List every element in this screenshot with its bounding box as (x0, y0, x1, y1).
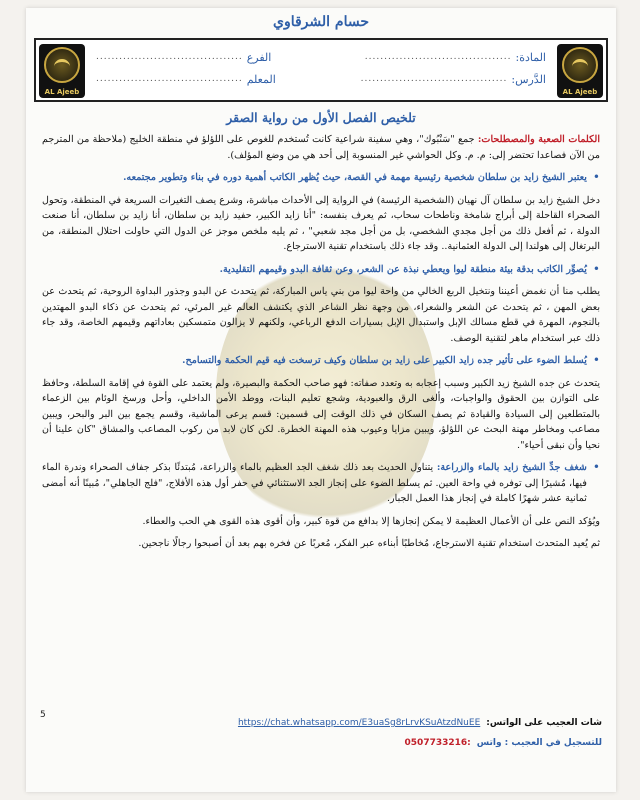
header-fields (96, 46, 546, 96)
author-name: حسام الشرقاوي (273, 14, 369, 30)
terms-text: جمع "سَنْبُوك"، وهي سفينة شراعية كانت تُستخدم للغوص على اللؤلؤ في منطقة الخليج (ملاحظة من المترجم من الآن فصاعدا تحتضر إلى: م. م. وكل الحواشي غير المنسوبة إلى أحد هي من وضع المؤلف). (42, 134, 600, 161)
teacher-field: ...................................... (96, 74, 243, 84)
bullet-icon: • (592, 261, 600, 276)
paragraph-3: يتحدث عن جده الشيخ زيد الكبير وسبب إعجابه به وتعدد صفاته: فهو صاحب الحكمة والبصيرة، ولم يعتمد على القوة في إقامة السلطة، وحافظ على التوازن بين الحقوق والواجبات، وألغى الرق والعبودية، وشجع تعليم البنات، ووطد الأمن الداخلي، وأحل ورسخ الوئام بين الزعماء بالمتطلعين إلى السيادة والقيادة ثم يصف السكان في ذلك الوقت إلى قسمين: قسم يرعى الماشية، وقسم يجمع بين البر والبحر، ويبين مصاعب ومخاطر مهنة البحث عن اللؤلؤ، ويبين مزايا وعيوب هذه المهنة الخطرة. لكن كان لابد من ركوب المصاعب والمشاق "كان علينا أن نحيا وأن نبقى أحياء". (42, 377, 600, 451)
header-box (34, 38, 608, 102)
paragraph-5: ويُؤكد النص على أن الأعمال العظيمة لا يمكن إنجازها إلا بدافع من قوة كبير، وأن أقوى هذه القوى هي الحب والعطاء. (142, 515, 600, 527)
chat-link[interactable]: https://chat.whatsapp.com/E3uaSg8rLrvKSuAtzdNuEE (237, 718, 481, 728)
logo-caption: AL Ajeeb (44, 88, 80, 96)
terms-paragraph (42, 132, 600, 163)
subject-field: ...................................... (364, 52, 512, 62)
terms-label: الكلمات الصعبة والمصطلحات: (477, 134, 600, 145)
lesson-field: ...................................... (360, 74, 508, 84)
chat-label: شات العجيب على الواتس: (486, 718, 602, 728)
bullet-icon: • (592, 170, 600, 184)
logo-left (39, 44, 85, 98)
bullet-icon: • (592, 353, 600, 367)
page-title: تلخيص الفصل الأول من رواية الصقر (226, 110, 416, 125)
branch-field: ...................................... (96, 52, 243, 62)
document-page (26, 8, 616, 792)
register-label: للتسجيل في العجيب : واتس (476, 738, 602, 748)
paragraph-1: دخل الشيخ زايد بن سلطان آل نهيان (الشخصية الرئيسة) في الرواية إلى الأحداث مباشرة، وشرع يصف التغيرات السريعة في المنطقة، وتحول الصحراء القاحلة إلى أبراج شامخة وناطحات سحاب، ثم يعرف بنفسه: "أنا زايد الكبير، حفيد زايد بن سلطان، أنا زايد بن سلطان، أنا صنعت الدولة ، ثم أفعل ذلك من أجل مجدي الشخصي، بل من أجل مجد شعبي" ، ثم يليه ملخص موجز عن الدول التي حاولت احتلال المنطقة، من البرتغال إلى هولندا إلى الدولة العثمانية.. وقد جاء ذلك باستخدام تقنية الاسترجاع. (42, 194, 600, 252)
bullet-4 (42, 460, 600, 507)
bullet-4-text: يتناول الحديث بعد ذلك شغف الجد العظيم بالماء والزراعة، مُبتدئًا بذكر جفاف الصحراء وندرة الماء فيها، مُشيرًا إلى توفره في واحة العين. ثم يسلط الضوء على إنجاز الجد الاستثنائي في حفر أول هذه الأفلاج، "فلج الجاهلي"، مُبينًا أنه أمضى ثمانية عشر شهرًا كاملة في إنجاز هذا العمل الجبار. (42, 462, 587, 504)
subject-label: المادة: (515, 50, 546, 64)
logo-seal-icon (562, 47, 598, 83)
lesson-label: الدَّرس: (511, 72, 546, 86)
bullet-2 (42, 262, 600, 278)
footer (226, 718, 602, 758)
phone-number[interactable]: 0507733216: (404, 738, 471, 748)
bullet-icon: • (592, 460, 600, 474)
bullet-1-text: يعتبر الشيخ زايد بن سلطان شخصية رئيسية مهمة في القصة، حيث يُظهر الكاتب أهمية دوره في بناء وتطوير مجتمعه. (123, 172, 587, 183)
paragraph-2: يطلب منا أن نغمض أعيننا ونتخيل الربع الخالي من واحة ليوا من بني ياس المباركة، ثم يتحدث عن البدو وجذور البداوة الروحية، ثم يتحدث عن بعض المهن ، ثم يتحدث عن الشعر والشعراء، من وجهة نظر الشاعر الذي يكتشف العالم غير المرئي، ثم يتحدث عن ذكاء البدو المهتدين بالنجوم، المهرة في قطع مسالك الإبل واستبدال الإبل بسيارات الدفع الرباعي، ولكنهم لا يزالون متمسكين بعاداتهم وقيمهم الخاصة، وقد جاء ذلك عبر استخدام ماهر لتقنية الوصف. (42, 286, 600, 344)
logo-right (557, 44, 603, 98)
bullet-4-head: شغف جدِّ الشيخ زايد بالماء والزراعة: (436, 462, 587, 473)
bullet-1 (42, 170, 600, 186)
document-body (42, 132, 600, 559)
teacher-label: المعلم (246, 72, 276, 86)
bullet-3-text: يُسلط الضوء على تأثير جده زايد الكبير على زايد بن سلطان وكيف ترسخت فيه قيم الحكمة والتسامح. (182, 355, 587, 366)
bullet-2-text: يُصوِّر الكاتب بدقة بيئة منطقة ليوا ويعطي نبذة عن الشعر، وعن ثقافة البدو وقيمهم التقليدية. (219, 263, 587, 275)
page-number: 5 (40, 710, 46, 720)
branch-label: الفرع (246, 50, 272, 64)
logo-seal-icon (44, 47, 80, 83)
bullet-3 (42, 353, 600, 369)
paragraph-6: ثم يُعيد المتحدث استخدام تقنية الاسترجاع، مُخاطبًا أبناءه عبر الفكر، مُعربًا عن فخره بهم بعد أن أصبحوا رجالًا ناجحين. (138, 538, 600, 549)
logo-caption: AL Ajeeb (562, 88, 598, 96)
